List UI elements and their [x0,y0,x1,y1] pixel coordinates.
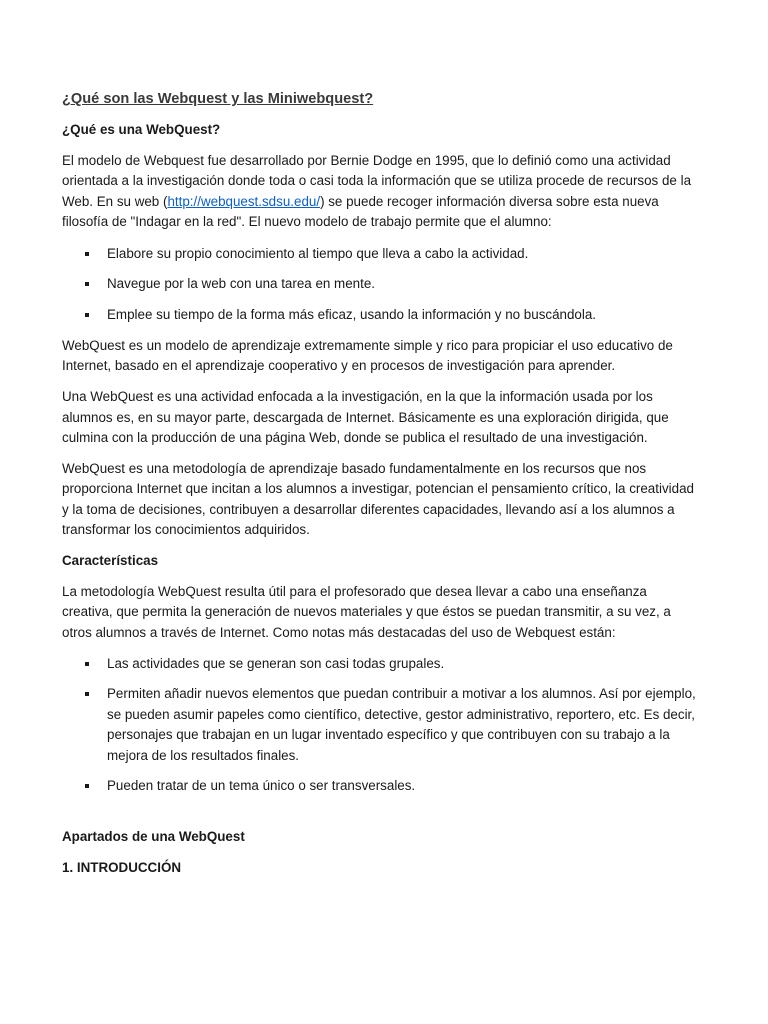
features-list [62,654,698,797]
body-paragraph: WebQuest es una metodología de aprendizaje basado fundamentalmente en los recursos que nos proporciona Internet que incitan a los alumnos a investigar, potencian el pensamiento crítico, la creatividad y la toma de decisiones, contribuyen a desarrollar diferentes capacidades, llevando así a los alumnos a transformar los conocimientos adquiridos. [62,460,694,538]
list-item [62,654,698,674]
webquest-site-link[interactable]: http://webquest.sdsu.edu/ [167,193,321,209]
body-paragraph: WebQuest es un modelo de aprendizaje extremamente simple y rico para propiciar el uso educativo de Internet, basado en el aprendizaje cooperativo y en procesos de investigación para aprender. [62,337,673,374]
student-benefits-list [62,244,698,326]
intro-text-after-link: ) se puede recoger información diversa sobre esta nueva filosofía de "Indagar en la red". El nuevo modelo de trabajo permite que el alumno: [62,193,659,230]
section-heading-caracteristicas: Características [62,553,159,568]
section-heading-webquest: ¿Qué es una WebQuest? [62,122,221,137]
list-item-text: Permiten añadir nuevos elementos que puedan contribuir a motivar a los alumnos. Así por ejemplo, se pueden asumir papeles como científico, detective, gestor administrativo, reportero, etc. Es decir, personajes que trabajan en un lugar inventado específico y que contribuyen con su trabajo a la mejora de los resultados finales. [107,686,696,763]
list-item [62,684,698,766]
list-item-text: Elabore su propio conocimiento al tiempo que lleva a cabo la actividad. [107,245,529,261]
list-item [62,776,698,796]
list-item-text: Navegue por la web con una tarea en mente. [107,276,375,292]
list-item-text: Las actividades que se generan son casi todas grupales. [107,655,445,671]
caracteristicas-intro-paragraph: La metodología WebQuest resulta útil para el profesorado que desea llevar a cabo una enseñanza creativa, que permita la generación de nuevos materiales y que éstos se puedan transmitir, a su vez, a otros alumnos a través de Internet. Como notas más destacadas del uso de Webquest están: [62,583,671,640]
body-paragraph: Una WebQuest es una actividad enfocada a la investigación, en la que la información usada por los alumnos es, en su mayor parte, descargada de Internet. Básicamente es una exploración dirigida, que culmina con la producción de una página Web, donde se publica el resultado de una investigación. [62,389,669,445]
list-item-text: Emplee su tiempo de la forma más eficaz, usando la información y no buscándola. [107,306,597,322]
bullet-icon [85,784,89,788]
bullet-icon [85,313,89,317]
list-item [62,244,698,264]
bullet-icon [85,282,89,286]
list-item [62,274,698,294]
bullet-icon [85,662,89,666]
list-item-text: Pueden tratar de un tema único o ser transversales. [107,778,416,794]
section-heading-apartados: Apartados de una WebQuest [62,829,245,845]
intro-text-before-link: El modelo de Webquest fue desarrollado por Bernie Dodge en 1995, que lo definió como una actividad orientada a la investigación donde toda o casi toda la información que se utiliza procede de recursos de la Web. En su web ( [62,152,692,209]
document-title: ¿Qué son las Webquest y las Miniwebquest? [62,91,374,107]
vertical-spacer [62,807,698,827]
bullet-icon [85,692,89,696]
section-heading-introduccion: 1. INTRODUCCIÓN [62,860,182,876]
list-item [62,305,698,325]
intro-paragraph [62,151,698,233]
document-page [62,88,698,889]
bullet-icon [85,252,89,256]
